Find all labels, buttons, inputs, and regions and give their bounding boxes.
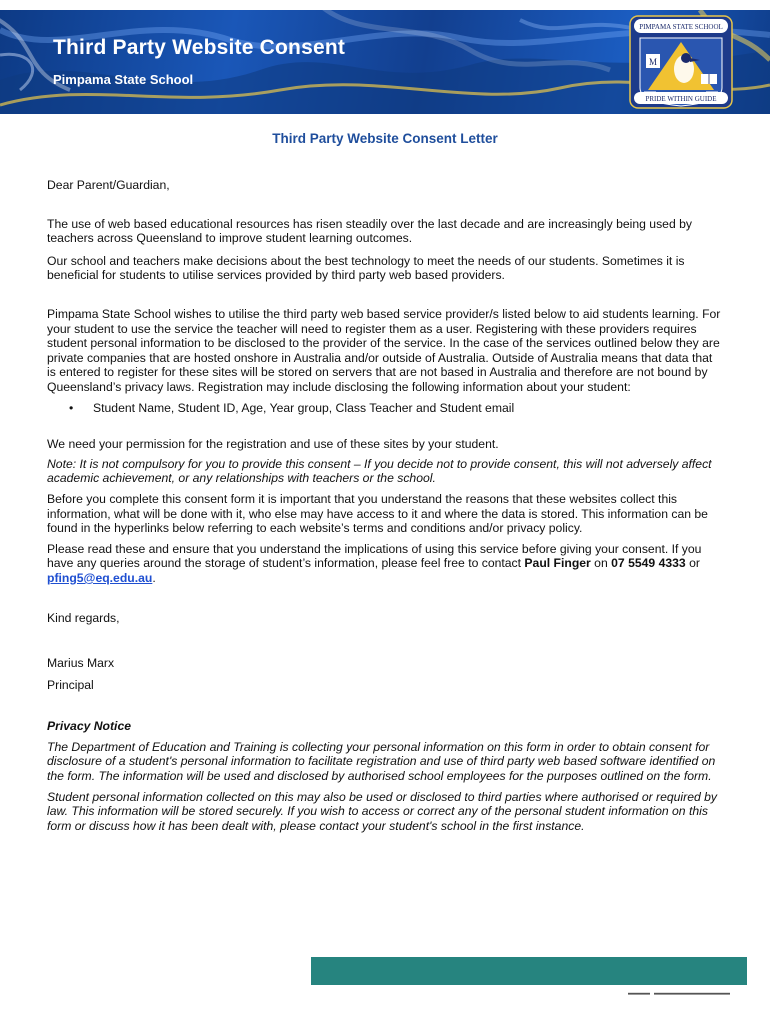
signer-role: Principal (47, 677, 94, 692)
privacy-heading: Privacy Notice (47, 719, 132, 734)
letter-body (47, 178, 723, 833)
privacy-paragraph-1: The Department of Education and Training is collecting your personal information on this form in order to obtain consent for disclosure of a student's personal information to facilitate registration and use of third party web based software identified on the form. The information will be used and disclosed by authorised school employees for the purposes outlined on the form. (47, 739, 716, 784)
crest-text-top: PIMPAMA STATE SCHOOL (639, 23, 723, 31)
banner-title: Third Party Website Consent (53, 36, 346, 59)
banner-subtitle: Pimpama State School (53, 72, 194, 87)
contact-text: Please read these and ensure that you understand the implications of using this service before giving your consent. If you have any queries around the storage of student’s information, please feel free to contact (47, 541, 702, 571)
svg-text:M: M (648, 57, 658, 67)
paragraph-permission: We need your permission for the registration and use of these sites by your student. (47, 437, 499, 452)
school-crest-logo (626, 14, 736, 110)
paragraph-providers: Pimpama State School wishes to utilise the third party web based service provider/s listed below to aid students learning. For your student to use the service the teacher will need to register them as a user. Registering with these providers requires student personal information to be disclosed to the provider of the service. In the case of the services outlined below they are private companies that are hosted onshore in Australia and/or outside of Australia. Outside of Australia means that data that is entered to register for these sites will be stored on servers that are not based in Australia and therefore are not bound by Queensland’s privacy laws. Registration may include disclosing the following information about your student: (47, 306, 721, 394)
note-paragraph: Note: It is not compulsory for you to provide this consent – If you decide not to provide consent, this will not adversely affect academic achievement, or any relationships with teachers or the school. (47, 456, 712, 486)
paragraph-reasons: Before you complete this consent form it is important that you understand the reasons that these websites collect this information, what will be done with it, who else may have access to it and where the data is stored. This information can be found in the hyperlinks below referring to each website’s terms and conditions and/or privacy policy. (47, 491, 708, 536)
paragraph-technology: Our school and teachers make decisions about the best technology to meet the needs of our students. Sometimes it is beneficial for students to utilise services provided by third party web based providers. (47, 253, 685, 283)
privacy-paragraph-2: Student personal information collected on this may also be used or disclosed to third parties where authorised or required by law. This information will be stored securely. If you wish to access or correct any of the personal student information on this form or discuss how it has been dealt with, please contact your student's school in the first instance. (47, 789, 718, 833)
crest-text-bottom: PRIDE WITHIN GUIDE (645, 95, 717, 103)
paragraph-intro: The use of web based educational resources has risen steadily over the last decade and are increasingly being used by teachers across Queensland to improve student learning outcomes. (47, 216, 692, 246)
footer-garbled-mark (628, 991, 738, 997)
paragraph-contact (47, 542, 723, 586)
contact-on: on (590, 556, 612, 571)
contact-or: or (685, 556, 700, 571)
footer-teal-bar (311, 957, 747, 985)
bullet-dot: • (69, 400, 74, 415)
signer-name: Marius Marx (47, 656, 115, 671)
header-banner (0, 10, 770, 114)
info-list-text: Student Name, Student ID, Age, Year group, Class Teacher and Student email (93, 400, 515, 415)
letter-title: Third Party Website Consent Letter (272, 131, 498, 146)
closing: Kind regards, (47, 611, 120, 626)
contact-end: . (152, 570, 156, 585)
salutation: Dear Parent/Guardian, (47, 178, 170, 192)
info-list-item (47, 401, 723, 416)
contact-phone: 07 5549 4333 (611, 556, 686, 571)
contact-name: Paul Finger (524, 556, 591, 571)
contact-email-link[interactable]: pfing5@eq.edu.au (47, 570, 153, 585)
